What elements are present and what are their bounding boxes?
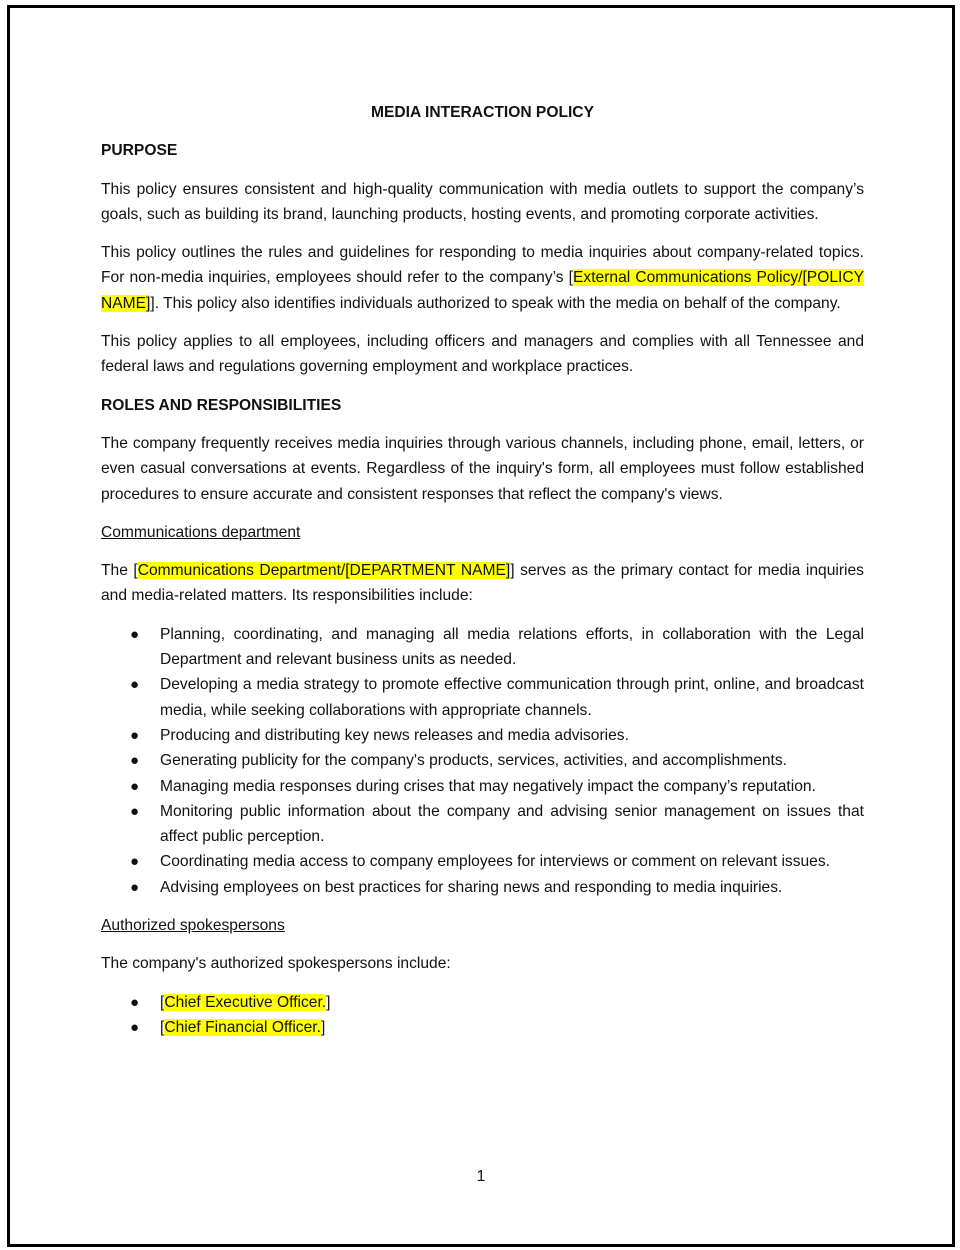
list-item-text: Generating publicity for the company's products, services, activities, and accomplishments. bbox=[160, 752, 788, 770]
list-item bbox=[101, 774, 864, 799]
bullet-icon: ● bbox=[130, 777, 140, 795]
list-item bbox=[101, 990, 864, 1015]
purpose-paragraph-2 bbox=[101, 240, 864, 316]
bracket-open: [ bbox=[160, 1018, 165, 1036]
bullet-icon: ● bbox=[130, 625, 140, 643]
responsibilities-list bbox=[101, 622, 864, 900]
bullet-icon: ● bbox=[130, 878, 140, 896]
subheading-authorized-spokespersons: Authorized spokespersons bbox=[101, 917, 285, 935]
spokespersons-list bbox=[101, 990, 864, 1041]
list-item-text: Managing media responses during crises that may negatively impact the company’s reputation. bbox=[160, 777, 816, 795]
bullet-icon: ● bbox=[130, 752, 140, 770]
list-item bbox=[101, 1015, 864, 1040]
list-item bbox=[101, 875, 864, 900]
roles-paragraph-1: The company frequently receives media inquiries through various channels, including phone, email, letters, or even casual conversations at events. Regardless of the inquiry's form, all employees must follow established procedures to ensure accurate and consistent responses that reflect the company's views. bbox=[101, 434, 864, 503]
list-item bbox=[101, 622, 864, 673]
purpose-paragraph-3: This policy applies to all employees, including officers and managers and complies with all Tennessee and federal laws and regulations governing employment and workplace practices. bbox=[101, 333, 864, 376]
list-item bbox=[101, 672, 864, 723]
list-item-text: Monitoring public information about the company and advising senior management on issues that affect public perception. bbox=[160, 802, 864, 846]
spokespersons-intro: The company's authorized spokespersons include: bbox=[101, 955, 451, 973]
section-heading-roles: ROLES AND RESPONSIBILITIES bbox=[101, 396, 342, 414]
document-page bbox=[7, 5, 955, 1247]
bullet-icon: ● bbox=[130, 726, 140, 744]
department-name-placeholder: Communications Department/[DEPARTMENT NAME] bbox=[137, 562, 511, 580]
subheading-communications-department: Communications department bbox=[101, 523, 301, 541]
bullet-icon: ● bbox=[130, 853, 140, 871]
purpose-p2-text-before: This policy outlines the rules and guidelines for responding to media inquiries about company-related topics. For non-media inquiries, employees should refer to the company’s [ bbox=[101, 244, 864, 287]
bracket-close: ] bbox=[320, 1018, 326, 1036]
document-title: MEDIA INTERACTION POLICY bbox=[371, 104, 594, 121]
communications-intro bbox=[101, 558, 864, 609]
list-item bbox=[101, 849, 864, 874]
policy-name-placeholder: External Communications Policy/[POLICY NAME] bbox=[101, 269, 864, 312]
list-item bbox=[101, 748, 864, 773]
bullet-icon: ● bbox=[130, 1018, 140, 1036]
list-item-text: Producing and distributing key news releases and media advisories. bbox=[160, 726, 629, 744]
communications-intro-before: The [ bbox=[101, 562, 138, 580]
bullet-icon: ● bbox=[130, 802, 140, 820]
communications-intro-after: ] serves as the primary contact for media inquiries and media-related matters. Its responsibilities include: bbox=[101, 562, 864, 605]
list-item bbox=[101, 799, 864, 850]
list-item-text: Developing a media strategy to promote effective communication through print, online, and broadcast media, while seeking collaborations with appropriate channels. bbox=[160, 676, 864, 719]
bullet-icon: ● bbox=[130, 993, 140, 1011]
section-heading-purpose: PURPOSE bbox=[101, 142, 178, 160]
document-body bbox=[101, 100, 864, 1053]
list-item-text: Advising employees on best practices for sharing news and responding to media inquiries. bbox=[160, 878, 783, 896]
list-item bbox=[101, 723, 864, 748]
bracket-close: ] bbox=[326, 993, 331, 1011]
bullet-icon: ● bbox=[130, 676, 140, 694]
list-item-text: Coordinating media access to company employees for interviews or comment on relevant issues. bbox=[160, 853, 830, 871]
list-item-text: Planning, coordinating, and managing all media relations efforts, in collaboration with the Legal Department and relevant business units as needed. bbox=[160, 625, 864, 669]
purpose-p2-text-after: ]. This policy also identifies individuals authorized to speak with the media on behalf of the company. bbox=[150, 294, 841, 312]
purpose-paragraph-1: This policy ensures consistent and high-quality communication with media outlets to support the company’s goals, such as building its brand, launching products, hosting events, and promoting corporate activities. bbox=[101, 180, 864, 223]
page-number: 1 bbox=[476, 1168, 486, 1185]
spokesperson-placeholder: Chief Executive Officer. bbox=[164, 993, 327, 1011]
spokesperson-placeholder: Chief Financial Officer. bbox=[164, 1018, 321, 1036]
bracket-open: [ bbox=[160, 993, 165, 1011]
